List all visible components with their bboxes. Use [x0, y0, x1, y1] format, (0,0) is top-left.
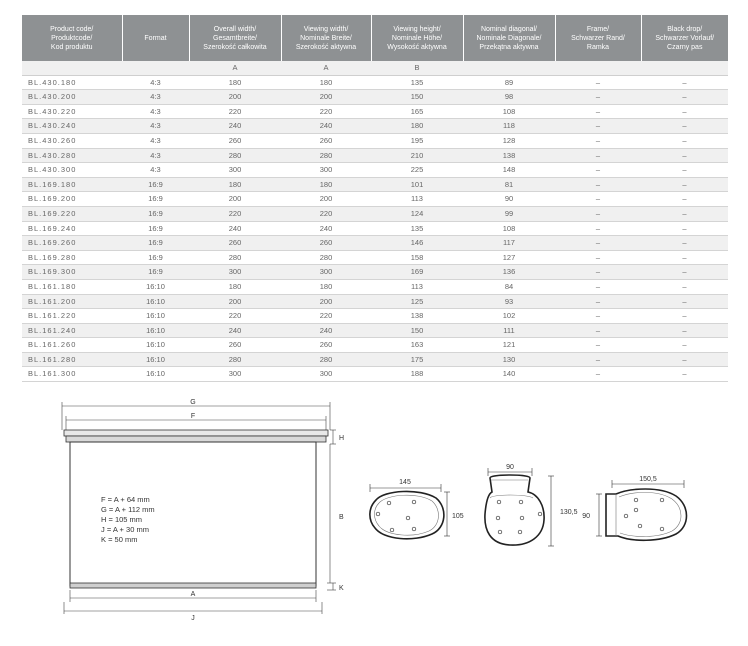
table-cell: 200	[189, 294, 281, 309]
product-code-cell: BL.161.220	[22, 309, 122, 324]
table-cell: –	[641, 206, 728, 221]
table-cell: 200	[281, 294, 371, 309]
table-cell: 93	[463, 294, 555, 309]
table-header-row	[22, 15, 728, 61]
table-cell: 121	[463, 338, 555, 353]
table-cell: 225	[371, 163, 463, 178]
header-cell	[463, 15, 555, 61]
header-line: Overall width/	[213, 25, 257, 33]
screen-dimension-drawing	[0, 380, 748, 646]
product-code-cell: BL.161.280	[22, 352, 122, 367]
header-line: Produktcode/	[51, 34, 93, 42]
label-b: B	[339, 514, 344, 521]
table-cell: 135	[371, 221, 463, 236]
p1-width-label: 145	[399, 479, 411, 486]
table-row	[22, 206, 728, 221]
table-cell: 16:9	[122, 206, 189, 221]
letter-cell	[22, 61, 122, 75]
letter-cell: A	[189, 61, 281, 75]
table-cell: 240	[189, 323, 281, 338]
table-cell: –	[555, 250, 641, 265]
table-cell: 136	[463, 265, 555, 280]
table-row	[22, 133, 728, 148]
table-cell: 188	[371, 367, 463, 382]
table-cell: 175	[371, 352, 463, 367]
product-code-cell: BL.169.180	[22, 177, 122, 192]
table-row	[22, 294, 728, 309]
table-cell: 16:10	[122, 367, 189, 382]
letter-cell	[122, 61, 189, 75]
table-cell: 280	[281, 148, 371, 163]
table-cell: 108	[463, 104, 555, 119]
table-cell: 240	[281, 323, 371, 338]
product-code-cell: BL.161.180	[22, 279, 122, 294]
table-cell: 280	[281, 250, 371, 265]
table-cell: 280	[189, 250, 281, 265]
table-cell: 16:9	[122, 236, 189, 251]
header-line: Schwarzer Vorlauf/	[655, 34, 715, 42]
table-cell: 138	[463, 148, 555, 163]
spec-table	[22, 15, 728, 382]
letter-cell: A	[281, 61, 371, 75]
table-row	[22, 352, 728, 367]
table-cell: 260	[281, 338, 371, 353]
table-cell: –	[641, 104, 728, 119]
header-cell	[371, 15, 463, 61]
table-cell: 150	[371, 323, 463, 338]
table-cell: 16:9	[122, 265, 189, 280]
table-cell: 180	[281, 177, 371, 192]
table-cell: 16:9	[122, 250, 189, 265]
product-code-cell: BL.430.300	[22, 163, 122, 178]
table-cell: –	[555, 221, 641, 236]
table-cell: 150	[371, 90, 463, 105]
screen-surface	[70, 442, 316, 586]
table-cell: –	[555, 119, 641, 134]
table-cell: –	[555, 75, 641, 90]
formula-j: J = A + 30 mm	[101, 525, 149, 534]
header-line: Nominal diagonal/	[480, 25, 538, 33]
table-cell: –	[641, 75, 728, 90]
header-line: Szerokość całkowita	[203, 43, 267, 51]
header-line: Schwarzer Rand/	[571, 34, 625, 42]
table-cell: 220	[281, 206, 371, 221]
table-cell: –	[555, 309, 641, 324]
table-cell: 200	[281, 192, 371, 207]
letter-cell	[555, 61, 641, 75]
table-cell: 210	[371, 148, 463, 163]
table-cell: 220	[189, 309, 281, 324]
table-cell: 124	[371, 206, 463, 221]
table-cell: 180	[281, 75, 371, 90]
table-cell: 130	[463, 352, 555, 367]
p2-top-label: 90	[506, 464, 514, 471]
table-cell: 148	[463, 163, 555, 178]
product-code-cell: BL.430.260	[22, 133, 122, 148]
header-cell	[281, 15, 371, 61]
header-line: Viewing height/	[393, 25, 441, 33]
table-cell: 180	[371, 119, 463, 134]
table-cell: 16:10	[122, 279, 189, 294]
screen-case	[64, 430, 328, 436]
header-line: Viewing width/	[303, 25, 349, 33]
table-cell: –	[641, 265, 728, 280]
table-cell: 4:3	[122, 119, 189, 134]
table-cell: –	[641, 250, 728, 265]
table-cell: 4:3	[122, 163, 189, 178]
table-cell: 16:10	[122, 309, 189, 324]
product-code-cell: BL.161.200	[22, 294, 122, 309]
header-cell	[22, 15, 122, 61]
table-row	[22, 163, 728, 178]
product-code-cell: BL.169.200	[22, 192, 122, 207]
header-line: Nominale Diagonale/	[476, 34, 542, 42]
table-cell: –	[641, 221, 728, 236]
table-cell: 111	[463, 323, 555, 338]
header-cell	[122, 15, 189, 61]
table-cell: 118	[463, 119, 555, 134]
product-code-cell: BL.430.180	[22, 75, 122, 90]
table-cell: –	[641, 177, 728, 192]
table-cell: 220	[189, 104, 281, 119]
table-row	[22, 119, 728, 134]
table-cell: 127	[463, 250, 555, 265]
header-cell	[641, 15, 728, 61]
p2-height-label: 130,5	[560, 509, 578, 516]
table-cell: –	[641, 352, 728, 367]
table-cell: 300	[189, 367, 281, 382]
label-a: A	[190, 591, 196, 598]
table-cell: 260	[189, 236, 281, 251]
table-cell: –	[555, 133, 641, 148]
bottom-bar	[70, 583, 316, 588]
header-line: Czarny pas	[667, 43, 703, 51]
p1-height-label: 105	[452, 513, 464, 520]
table-row	[22, 104, 728, 119]
table-cell: 16:10	[122, 294, 189, 309]
table-cell: 163	[371, 338, 463, 353]
table-cell: 16:10	[122, 338, 189, 353]
table-cell: 89	[463, 75, 555, 90]
header-line: Format	[144, 34, 167, 42]
p3-width-label: 150,5	[639, 476, 657, 483]
header-cell	[189, 15, 281, 61]
product-code-cell: BL.161.260	[22, 338, 122, 353]
table-cell: 300	[189, 163, 281, 178]
product-code-cell: BL.430.220	[22, 104, 122, 119]
header-line: Black drop/	[667, 25, 703, 33]
table-row	[22, 265, 728, 280]
formula-h: H = 105 mm	[101, 515, 143, 524]
table-cell: –	[641, 163, 728, 178]
table-cell: –	[641, 192, 728, 207]
table-row	[22, 75, 728, 90]
table-cell: –	[641, 90, 728, 105]
table-cell: 180	[281, 279, 371, 294]
product-code-cell: BL.161.300	[22, 367, 122, 382]
product-code-cell: BL.169.260	[22, 236, 122, 251]
table-cell: 98	[463, 90, 555, 105]
product-code-cell: BL.430.200	[22, 90, 122, 105]
formula-g: G = A + 112 mm	[101, 505, 155, 514]
table-row	[22, 221, 728, 236]
table-cell: 125	[371, 294, 463, 309]
table-row	[22, 90, 728, 105]
header-line: Ramka	[586, 43, 610, 51]
table-cell: –	[641, 279, 728, 294]
table-cell: 300	[189, 265, 281, 280]
header-line: Frame/	[586, 25, 610, 33]
product-code-cell: BL.430.280	[22, 148, 122, 163]
label-h: H	[339, 435, 345, 442]
table-cell: –	[555, 104, 641, 119]
table-cell: 108	[463, 221, 555, 236]
table-cell: –	[555, 192, 641, 207]
label-j: J	[191, 615, 195, 622]
header-line: Wysokość aktywna	[387, 43, 447, 51]
table-cell: –	[555, 90, 641, 105]
profile-2	[485, 468, 554, 546]
table-cell: 135	[371, 75, 463, 90]
table-cell: –	[555, 338, 641, 353]
table-cell: –	[555, 367, 641, 382]
table-cell: 200	[189, 192, 281, 207]
header-cell	[555, 15, 641, 61]
table-cell: 128	[463, 133, 555, 148]
formula-k: K = 50 mm	[101, 535, 138, 544]
table-row	[22, 338, 728, 353]
table-cell: 220	[281, 309, 371, 324]
table-cell: 146	[371, 236, 463, 251]
table-cell: 140	[463, 367, 555, 382]
table-cell: –	[641, 119, 728, 134]
formula-f: F = A + 64 mm	[101, 495, 150, 504]
table-cell: 260	[281, 236, 371, 251]
table-cell: 117	[463, 236, 555, 251]
table-cell: 260	[189, 338, 281, 353]
table-cell: 180	[189, 279, 281, 294]
table-cell: 240	[281, 221, 371, 236]
table-cell: 158	[371, 250, 463, 265]
table-cell: –	[555, 352, 641, 367]
header-line: Szerokość aktywna	[295, 43, 357, 51]
table-row	[22, 279, 728, 294]
table-cell: 90	[463, 192, 555, 207]
table-cell: 240	[189, 221, 281, 236]
profile-3	[596, 480, 687, 540]
product-code-cell: BL.169.300	[22, 265, 122, 280]
letter-cell	[463, 61, 555, 75]
table-row	[22, 177, 728, 192]
table-cell: –	[641, 367, 728, 382]
table-cell: –	[555, 279, 641, 294]
table-cell: 200	[189, 90, 281, 105]
table-cell: 220	[189, 206, 281, 221]
table-row	[22, 250, 728, 265]
table-cell: –	[641, 323, 728, 338]
table-cell: –	[555, 294, 641, 309]
table-row	[22, 148, 728, 163]
table-cell: 240	[189, 119, 281, 134]
label-g: G	[190, 399, 196, 406]
table-cell: 16:9	[122, 177, 189, 192]
label-f: F	[190, 413, 196, 420]
table-cell: –	[555, 265, 641, 280]
table-cell: 200	[281, 90, 371, 105]
header-line: Gesamtbreite/	[213, 34, 257, 42]
table-cell: –	[641, 148, 728, 163]
table-cell: 4:3	[122, 148, 189, 163]
product-code-cell: BL.169.240	[22, 221, 122, 236]
profile-1	[370, 484, 450, 539]
table-row	[22, 323, 728, 338]
product-code-cell: BL.161.240	[22, 323, 122, 338]
header-line: Nominale Breite/	[300, 34, 352, 42]
table-cell: 16:10	[122, 352, 189, 367]
table-cell: –	[641, 309, 728, 324]
table-cell: –	[555, 177, 641, 192]
table-cell: –	[641, 338, 728, 353]
table-cell: 169	[371, 265, 463, 280]
table-cell: 280	[281, 352, 371, 367]
table-cell: 280	[189, 352, 281, 367]
table-cell: –	[555, 163, 641, 178]
table-cell: 4:3	[122, 104, 189, 119]
table-cell: 84	[463, 279, 555, 294]
table-cell: 16:9	[122, 192, 189, 207]
product-code-cell: BL.169.220	[22, 206, 122, 221]
table-row	[22, 192, 728, 207]
table-cell: –	[641, 133, 728, 148]
table-cell: 113	[371, 279, 463, 294]
table-cell: 99	[463, 206, 555, 221]
table-cell: 220	[281, 104, 371, 119]
table-cell: 16:10	[122, 323, 189, 338]
letter-cell	[641, 61, 728, 75]
table-cell: –	[555, 323, 641, 338]
table-cell: 4:3	[122, 133, 189, 148]
table-cell: 165	[371, 104, 463, 119]
table-cell: 81	[463, 177, 555, 192]
table-cell: 16:9	[122, 221, 189, 236]
dimension-letter-row	[22, 61, 728, 75]
table-cell: 180	[189, 177, 281, 192]
table-cell: 138	[371, 309, 463, 324]
table-cell: 180	[189, 75, 281, 90]
p3-height-label: 90	[582, 513, 590, 520]
letter-cell: B	[371, 61, 463, 75]
product-code-cell: BL.169.280	[22, 250, 122, 265]
table-cell: 102	[463, 309, 555, 324]
header-line: Product code/	[50, 25, 94, 33]
table-cell: –	[641, 294, 728, 309]
table-cell: 101	[371, 177, 463, 192]
table-cell: 240	[281, 119, 371, 134]
table-cell: 4:3	[122, 75, 189, 90]
table-cell: –	[555, 206, 641, 221]
table-cell: –	[555, 148, 641, 163]
table-row	[22, 236, 728, 251]
table-cell: 113	[371, 192, 463, 207]
table-cell: 260	[281, 133, 371, 148]
table-cell: 280	[189, 148, 281, 163]
table-row	[22, 309, 728, 324]
screen-case-bottom	[66, 436, 326, 442]
header-line: Nominale Höhe/	[391, 34, 443, 42]
header-line: Kod produktu	[50, 43, 93, 51]
product-code-cell: BL.430.240	[22, 119, 122, 134]
table-cell: 195	[371, 133, 463, 148]
header-line: Przekątna aktywna	[479, 43, 539, 51]
label-k: K	[339, 585, 344, 592]
table-cell: 4:3	[122, 90, 189, 105]
table-cell: –	[555, 236, 641, 251]
table-cell: 300	[281, 367, 371, 382]
table-cell: 300	[281, 265, 371, 280]
table-cell: 300	[281, 163, 371, 178]
table-cell: 260	[189, 133, 281, 148]
table-cell: –	[641, 236, 728, 251]
